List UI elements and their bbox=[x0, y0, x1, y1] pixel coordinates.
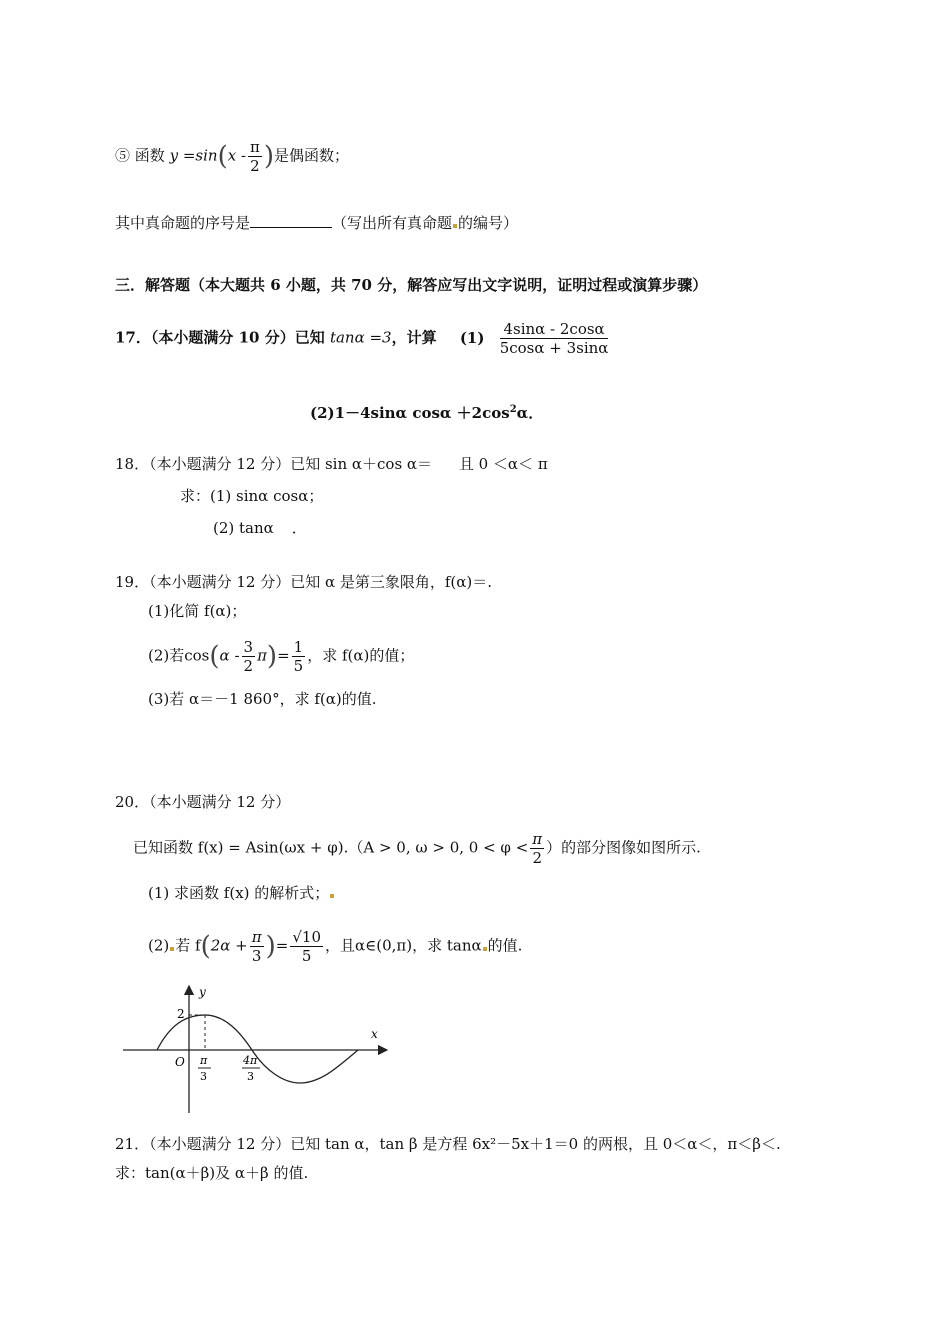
q18-part1: 求：(1) sinα cosα； bbox=[180, 487, 324, 505]
q17-head: 17．（本小题满分 10 分）已知 bbox=[115, 328, 325, 347]
item-5-frac: $\frac{\pi}{2}$ bbox=[250, 138, 260, 175]
q17 bbox=[115, 320, 610, 357]
q17-part1: (1) bbox=[459, 328, 485, 347]
answer-prompt-note: （写出所有真命题 bbox=[332, 214, 453, 232]
q21-line1: 21．（本小题满分 12 分）已知 tan α，tan β 是方程 6x²－5x＋1＝0 的两根，且 0＜α＜，π＜β＜. bbox=[115, 1135, 781, 1153]
q20-part1: (1) 求函数 f(x) 的解析式； bbox=[148, 883, 335, 903]
q17-fraction: $\frac{4\sin\alpha - 2\cos\alpha}{5\cos\alpha + 3\sin\alpha}$ bbox=[499, 320, 609, 357]
q20-part2: (2) 若 f(2α + $\frac{\pi}{3}$ )= $\frac{√10}{5}$ ，且α∈(0,π)，求 tanα 的值. bbox=[148, 928, 523, 965]
section-3-title: 三．解答题（本大题共 6 小题，共 70 分，解答应写出文字说明，证明过程或演算步骤） bbox=[115, 276, 708, 294]
q19-part1: (1)化简 f(α)； bbox=[148, 602, 247, 620]
q18-head: 18．（本小题满分 12 分）已知 sin α＋cos α＝ bbox=[115, 455, 433, 473]
q17-part2: (2)1－4sinα $\cos\alpha +2\cos^2\alpha$． bbox=[310, 404, 544, 422]
q17-after: ，计算 bbox=[391, 328, 437, 347]
y-tick-label: 2 bbox=[177, 1007, 185, 1021]
q20-head: 20．（本小题满分 12 分） bbox=[115, 793, 291, 811]
x-tick-2-den: 3 bbox=[247, 1070, 254, 1083]
x-tick-1-num: π bbox=[200, 1054, 208, 1067]
x-tick-1-den: 3 bbox=[200, 1070, 207, 1083]
y-label: y bbox=[199, 985, 206, 999]
q17-cond: tanα =3 bbox=[329, 328, 392, 347]
x-tick-2-num: 4π bbox=[243, 1054, 258, 1067]
item-5-circle: ⑤ bbox=[115, 146, 131, 165]
q19-head: 19．（本小题满分 12 分）已知 α 是第三象限角，f(α)＝. bbox=[115, 573, 493, 591]
q21-line2: 求：tan(α＋β)及 α＋β 的值. bbox=[115, 1164, 309, 1182]
item-5-suffix: 是偶函数； bbox=[274, 146, 350, 165]
item-5: ⑤ 函数 y =sin(x - $\frac{\pi}{2}$ )是偶函数； bbox=[115, 138, 350, 175]
q18 bbox=[115, 454, 548, 474]
item-5-prefix: 函数 bbox=[134, 146, 165, 165]
answer-prompt-text: 其中真命题的序号是 bbox=[115, 214, 251, 232]
x-label: x bbox=[371, 1027, 378, 1041]
sine-curve bbox=[157, 1015, 358, 1083]
sine-graph bbox=[115, 980, 405, 1120]
answer-prompt bbox=[115, 213, 518, 233]
q19-part3: (3)若 α＝－1 860°，求 f(α)的值. bbox=[148, 690, 377, 708]
q18-part2: (2) tanα ． bbox=[213, 519, 307, 537]
item-5-lhs: y =sin bbox=[169, 146, 218, 165]
q18-cond: 且 0 ＜α＜ π bbox=[458, 455, 548, 473]
q19-part2: (2)若cos(α - $\frac{3}{2}$ π)= $\frac{1}{5}$ ，求 f(α)的值； bbox=[148, 638, 415, 675]
item-5-inner: x - bbox=[227, 146, 247, 165]
origin-label: O bbox=[175, 1055, 185, 1069]
answer-blank bbox=[250, 213, 332, 228]
q20-intro: 已知函数 f(x) = Asin(ωx + φ).（A > 0, ω > 0, 0 < φ < $\frac{\pi}{2}$ ）的部分图像如图所示. bbox=[133, 830, 701, 867]
answer-prompt-note2: 的编号） bbox=[458, 214, 519, 232]
